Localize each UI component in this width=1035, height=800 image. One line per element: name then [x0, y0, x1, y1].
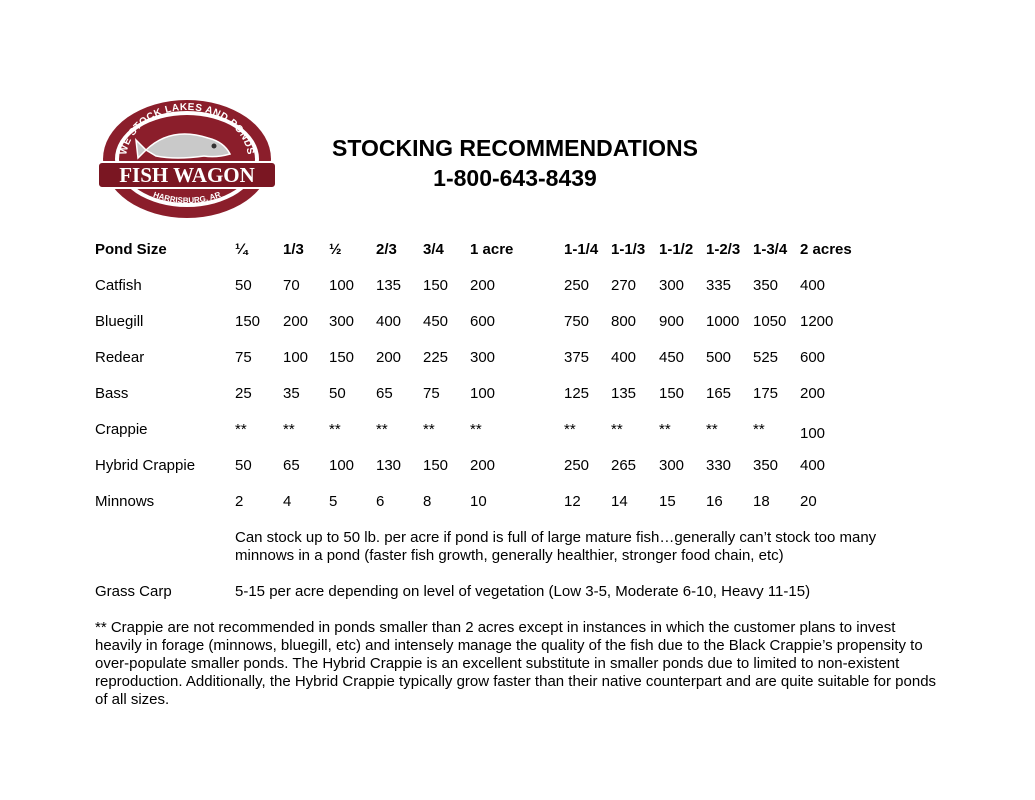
grass-carp-text: 5-15 per acre depending on level of vegetation (Low 3-5, Moderate 6-10, Heavy 11-15): [235, 583, 811, 600]
column-header: 1-1/3: [611, 241, 646, 258]
table-cell: **: [235, 421, 247, 438]
table-row: [95, 417, 975, 453]
table-cell: 150: [659, 385, 685, 402]
row-label: Catfish: [95, 277, 142, 294]
table-cell: 750: [564, 313, 590, 330]
table-cell: 400: [376, 313, 402, 330]
table-row: [95, 453, 975, 489]
table-cell: 900: [659, 313, 685, 330]
table-cell: **: [283, 421, 295, 438]
column-header: 2/3: [376, 241, 397, 258]
table-cell: 75: [423, 385, 440, 402]
table-cell: 400: [800, 277, 826, 294]
table-cell: 130: [376, 457, 402, 474]
table-cell: 525: [753, 349, 779, 366]
column-header: 1-3/4: [753, 241, 788, 258]
column-header: ¼: [235, 241, 248, 258]
table-cell: 600: [470, 313, 496, 330]
table-cell: 150: [423, 277, 449, 294]
column-header: 1 acre: [470, 241, 514, 258]
table-cell: **: [376, 421, 388, 438]
table-cell: 225: [423, 349, 449, 366]
table-cell: 135: [611, 385, 637, 402]
table-cell: 12: [564, 493, 581, 510]
table-cell: 200: [470, 457, 496, 474]
stocking-table: [95, 237, 975, 525]
row-label: Hybrid Crappie: [95, 457, 196, 474]
table-cell: 450: [659, 349, 685, 366]
table-cell: 10: [470, 493, 487, 510]
row-label: Redear: [95, 349, 145, 366]
table-row: [95, 381, 975, 417]
table-cell: 300: [659, 457, 685, 474]
table-cell: 175: [753, 385, 779, 402]
table-cell: 300: [470, 349, 496, 366]
table-cell: 150: [423, 457, 449, 474]
table-cell: 100: [329, 277, 355, 294]
table-cell: 375: [564, 349, 590, 366]
column-header: 1/3: [283, 241, 304, 258]
table-cell: 200: [800, 385, 826, 402]
svg-text:HARRISBURG, AR: HARRISBURG, AR: [152, 190, 222, 206]
table-cell: 65: [376, 385, 393, 402]
svg-text:FISH WAGON: FISH WAGON: [119, 163, 255, 187]
table-cell: 200: [376, 349, 402, 366]
table-cell: **: [329, 421, 341, 438]
table-cell: 350: [753, 457, 779, 474]
row-label: Crappie: [95, 421, 148, 438]
table-row: [95, 309, 975, 345]
table-cell: 350: [753, 277, 779, 294]
table-cell: **: [659, 421, 671, 438]
table-cell: **: [753, 421, 765, 438]
column-header: ½: [329, 241, 342, 258]
crappie-footnote: ** Crappie are not recommended in ponds smaller than 2 acres except in instances in which the customer plans to invest heavily in forage (minnows, bluegill, etc) and intensely manage the quality of the fish due to the Black Crappie’s propensity to over-populate smaller ponds. The Hybrid Crappie is an excellent substitute in smaller ponds due to limited to non-existent reproduction. Additionally, the Hybrid Crappie typically grow faster than their native counterpart and are quite suitable for ponds of all sizes.: [95, 619, 937, 708]
table-cell: 330: [706, 457, 732, 474]
row-label: Minnows: [95, 493, 155, 510]
phone-number: 1-800-643-8439: [433, 165, 597, 191]
table-cell: 65: [283, 457, 300, 474]
minnow-note: Can stock up to 50 lb. per acre if pond is full of large mature fish…generally can’t stock too many minnows in a pond (faster fish growth, generally healthier, stronger food chain, etc): [235, 529, 877, 564]
table-cell: **: [611, 421, 623, 438]
page-title: STOCKING RECOMMENDATIONS: [332, 135, 698, 161]
table-cell: 70: [283, 277, 300, 294]
table-cell: 5: [329, 493, 338, 510]
table-cell: 100: [329, 457, 355, 474]
column-header: 1-1/4: [564, 241, 599, 258]
table-cell: 100: [800, 425, 826, 442]
table-cell: 200: [470, 277, 496, 294]
table-row: [95, 345, 975, 381]
table-cell: **: [706, 421, 718, 438]
table-cell: 125: [564, 385, 590, 402]
table-header-row: [95, 237, 975, 273]
table-cell: 335: [706, 277, 732, 294]
row-label: Bluegill: [95, 313, 144, 330]
table-cell: 14: [611, 493, 628, 510]
table-cell: 50: [329, 385, 346, 402]
column-header: 3/4: [423, 241, 444, 258]
table-cell: 100: [283, 349, 309, 366]
table-cell: 50: [235, 457, 252, 474]
table-cell: 1000: [706, 313, 740, 330]
table-cell: 800: [611, 313, 637, 330]
column-header: 1-2/3: [706, 241, 741, 258]
table-cell: 1200: [800, 313, 834, 330]
table-cell: 25: [235, 385, 252, 402]
table-cell: 270: [611, 277, 637, 294]
table-cell: 265: [611, 457, 637, 474]
table-cell: 135: [376, 277, 402, 294]
table-cell: 75: [235, 349, 252, 366]
table-cell: 50: [235, 277, 252, 294]
table-cell: 250: [564, 457, 590, 474]
table-cell: 150: [329, 349, 355, 366]
table-cell: 600: [800, 349, 826, 366]
page-header: [300, 133, 730, 193]
column-header: 1-1/2: [659, 241, 694, 258]
table-cell: 35: [283, 385, 300, 402]
table-cell: 300: [329, 313, 355, 330]
table-cell: **: [470, 421, 482, 438]
table-cell: 15: [659, 493, 676, 510]
grass-carp-label: Grass Carp: [95, 583, 172, 600]
table-cell: 300: [659, 277, 685, 294]
table-row: [95, 273, 975, 309]
column-header: 2 acres: [800, 241, 852, 258]
row-label: Bass: [95, 385, 129, 402]
table-cell: 8: [423, 493, 432, 510]
table-cell: 400: [800, 457, 826, 474]
table-cell: 2: [235, 493, 244, 510]
table-cell: 450: [423, 313, 449, 330]
svg-text:WE STOCK LAKES AND PONDS: WE STOCK LAKES AND PONDS: [118, 101, 256, 156]
table-cell: 150: [235, 313, 261, 330]
table-cell: **: [423, 421, 435, 438]
table-cell: 250: [564, 277, 590, 294]
table-cell: 1050: [753, 313, 787, 330]
fish-wagon-logo: [96, 98, 278, 220]
table-cell: 200: [283, 313, 309, 330]
table-cell: 6: [376, 493, 385, 510]
column-header: Pond Size: [95, 241, 167, 258]
table-cell: 165: [706, 385, 732, 402]
table-cell: 4: [283, 493, 292, 510]
table-cell: 400: [611, 349, 637, 366]
table-row: [95, 489, 975, 525]
table-cell: 500: [706, 349, 732, 366]
table-cell: 16: [706, 493, 723, 510]
table-cell: 100: [470, 385, 496, 402]
table-cell: 20: [800, 493, 817, 510]
table-cell: **: [564, 421, 576, 438]
table-cell: 18: [753, 493, 770, 510]
